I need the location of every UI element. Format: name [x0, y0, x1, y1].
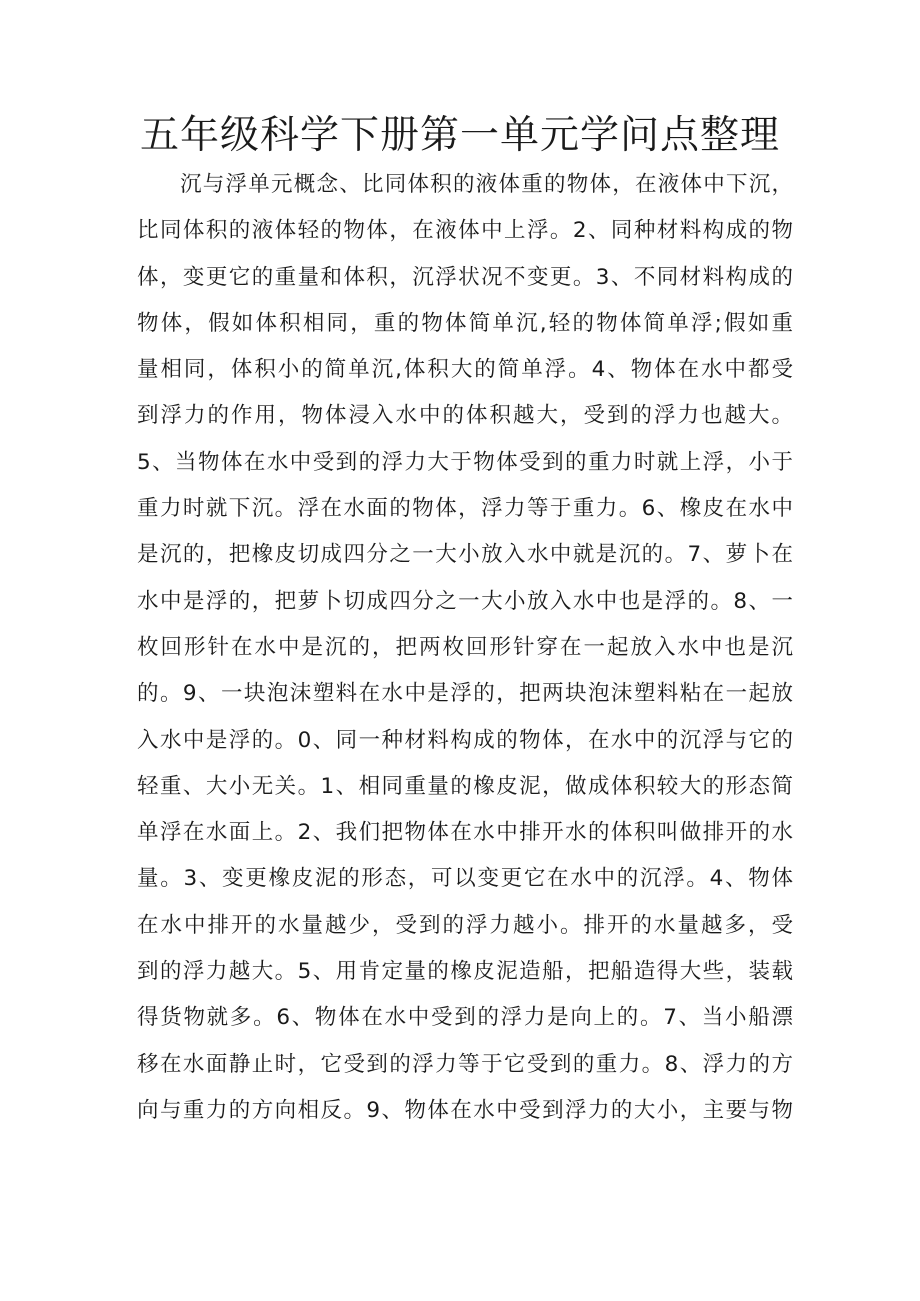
text-line-16: 量。3、变更橡皮泥的形态，可以变更它在水中的沉浮。4、物体	[137, 866, 793, 892]
text-line-2: 比同体积的液体轻的物体，在液体中上浮。2、同种材料构成的物	[137, 218, 793, 244]
text-line-1: 沉与浮单元概念、比同体积的液体重的物体，在液体中下沉，	[180, 172, 793, 197]
text-line-17: 在水中排开的水量越少，受到的浮力越小。排开的水量越多，受	[137, 912, 793, 938]
text-line-18: 到的浮力越大。5、用肯定量的橡皮泥造船，把船造得大些，装载	[137, 959, 793, 985]
text-line-7: 5、当物体在水中受到的浮力大于物体受到的重力时就上浮，小于	[137, 449, 793, 475]
text-line-19: 得货物就多。6、物体在水中受到的浮力是向上的。7、当小船漂	[137, 1005, 793, 1031]
text-line-15: 单浮在水面上。2、我们把物体在水中排开水的体积叫做排开的水	[137, 820, 793, 846]
text-line-5: 量相同，体积小的简单沉,体积大的简单浮。4、物体在水中都受	[137, 357, 793, 383]
text-line-3: 体，变更它的重量和体积，沉浮状况不变更。3、不同材料构成的	[137, 264, 793, 290]
text-line-21: 向与重力的方向相反。9、物体在水中受到浮力的大小，主要与物	[137, 1097, 793, 1123]
text-line-12: 的。9、一块泡沫塑料在水中是浮的，把两块泡沫塑料粘在一起放	[137, 681, 793, 707]
page-title: 五年级科学下册第一单元学问点整理	[139, 113, 780, 158]
text-line-9: 是沉的，把橡皮切成四分之一大小放入水中就是沉的。7、萝卜在	[137, 542, 793, 568]
text-line-6: 到浮力的作用，物体浸入水中的体积越大，受到的浮力也越大。	[137, 403, 793, 429]
text-line-4: 物体，假如体积相同，重的物体简单沉,轻的物体简单浮;假如重	[137, 310, 793, 336]
text-line-10: 水中是浮的，把萝卜切成四分之一大小放入水中也是浮的。8、一	[137, 588, 793, 614]
text-line-8: 重力时就下沉。浮在水面的物体，浮力等于重力。6、橡皮在水中	[137, 496, 793, 522]
body-paragraph	[137, 162, 793, 1134]
text-line-20: 移在水面静止时，它受到的浮力等于它受到的重力。8、浮力的方	[137, 1051, 793, 1077]
text-line-14: 轻重、大小无关。1、相同重量的橡皮泥，做成体积较大的形态简	[137, 773, 793, 799]
text-line-11: 枚回形针在水中是沉的，把两枚回形针穿在一起放入水中也是沉	[137, 634, 793, 660]
text-line-13: 入水中是浮的。0、同一种材料构成的物体，在水中的沉浮与它的	[137, 727, 793, 753]
